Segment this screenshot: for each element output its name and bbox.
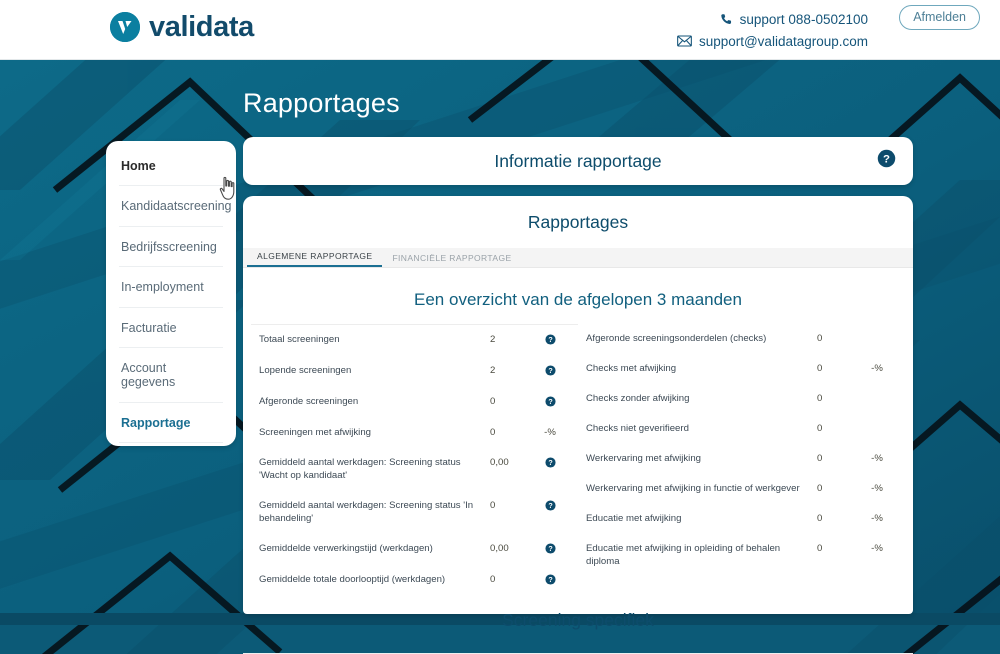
stat-row [584, 384, 899, 414]
svg-text:?: ? [547, 398, 553, 407]
stat-percentage: -% [871, 482, 883, 494]
svg-text:?: ? [547, 575, 553, 584]
stat-value: 0,00 [490, 542, 509, 554]
stat-value: 0 [490, 427, 496, 438]
envelope-icon [677, 35, 692, 47]
sidebar-item-bedrijfsscreening[interactable]: Bedrijfsscreening [119, 227, 223, 267]
stat-label: Checks met afwijking [586, 362, 677, 374]
question-mark-circle-icon[interactable] [530, 334, 570, 348]
stat-label: Checks zonder afwijking [586, 392, 690, 404]
stat-label: Afgeronde screeningsonderdelen (checks) [586, 333, 767, 344]
stat-percentage: -% [871, 542, 883, 554]
header-contact-block [677, 8, 868, 52]
sidebar-item-home[interactable]: Home [119, 141, 223, 186]
stat-label: Screeningen met afwijking [259, 427, 371, 438]
report-tabs [243, 248, 913, 268]
support-email[interactable] [677, 30, 868, 52]
stat-row [257, 325, 572, 356]
phone-icon [720, 13, 733, 26]
top-header-bar [0, 0, 1000, 60]
question-mark-circle-icon[interactable] [530, 365, 570, 379]
question-mark-circle-icon[interactable] [530, 574, 570, 588]
stat-label: Gemiddelde totale doorlooptijd (werkdagen) [259, 573, 446, 585]
svg-text:?: ? [547, 458, 553, 467]
stat-label: Gemiddeld aantal werkdagen: Screening status 'Wacht op kandidaat' [259, 456, 461, 481]
sidebar-item-in-employment[interactable]: In-employment [119, 267, 223, 307]
stat-row [584, 354, 899, 384]
support-email-text: support@validatagroup.com [698, 33, 868, 49]
stat-row [584, 444, 899, 474]
stat-label: Educatie met afwijking [586, 512, 682, 524]
stat-label: Werkervaring met afwijking in functie of werkgever [586, 482, 800, 494]
stat-value: 0 [817, 482, 823, 494]
stat-value: 0 [817, 422, 823, 434]
question-mark-circle-icon[interactable] [877, 149, 896, 173]
stat-value: 0 [490, 396, 496, 407]
mouse-cursor [218, 176, 238, 207]
stats-column-right [578, 324, 905, 596]
svg-text:?: ? [883, 153, 890, 166]
stat-percentage: -% [871, 362, 883, 374]
svg-text:?: ? [547, 544, 553, 553]
stat-label: Gemiddeld aantal werkdagen: Screening status 'In behandeling' [259, 499, 474, 524]
stats-column-left [251, 324, 578, 596]
informatie-rapportage-card[interactable] [243, 137, 913, 185]
stat-label: Gemiddelde verwerkingstijd (werkdagen) [259, 542, 433, 554]
stat-row [257, 565, 572, 596]
report-card-title: Rapportages [527, 211, 629, 232]
stat-row [257, 534, 572, 565]
question-mark-circle-icon[interactable] [530, 500, 570, 514]
stat-percentage: -% [871, 512, 883, 524]
tab-algemene-rapportage[interactable]: ALGEMENE RAPPORTAGE [247, 251, 382, 267]
support-phone[interactable] [677, 8, 868, 30]
stat-row [257, 491, 572, 534]
stat-value: 2 [490, 365, 496, 376]
question-mark-circle-icon[interactable] [530, 396, 570, 410]
stat-label: Educatie met afwijking in opleiding of behalen diploma [586, 542, 781, 567]
brand-logo[interactable] [110, 12, 254, 42]
overview-title: Een overzicht van de afgelopen 3 maanden [414, 290, 742, 309]
stat-row [257, 356, 572, 387]
stat-row [257, 418, 572, 448]
info-card-title: Informatie rapportage [494, 150, 662, 171]
logout-button[interactable]: Afmelden [899, 5, 980, 30]
stat-value: 0 [817, 392, 823, 404]
stat-row [257, 448, 572, 491]
question-mark-circle-icon[interactable] [530, 543, 570, 557]
svg-text:?: ? [547, 336, 553, 345]
stat-value: 0 [490, 573, 496, 585]
rapportages-card [243, 196, 913, 630]
question-mark-circle-icon[interactable] [530, 457, 570, 471]
validata-logo-icon [110, 12, 140, 42]
stat-percentage: -% [544, 427, 556, 438]
stat-value: 0,00 [490, 456, 509, 468]
sidebar-item-facturatie[interactable]: Facturatie [119, 308, 223, 348]
stat-row [257, 387, 572, 418]
sidebar-item-kandidaatscreening[interactable]: Kandidaatscreening [119, 186, 223, 226]
brand-name: validata [149, 11, 254, 43]
stat-label: Checks niet geverifieerd [586, 422, 689, 434]
stat-row [584, 414, 899, 444]
stat-label: Totaal screeningen [259, 334, 340, 345]
svg-text:?: ? [547, 501, 553, 510]
page-title: Rapportages [243, 88, 400, 118]
stat-row [584, 504, 899, 534]
stat-value: 0 [817, 542, 823, 554]
stat-label: Lopende screeningen [259, 365, 352, 376]
screening-specifiek-title[interactable]: Screening specifiek [243, 610, 913, 654]
stat-row [584, 324, 899, 354]
tab-financiele-rapportage[interactable]: FINANCIËLE RAPPORTAGE [392, 253, 512, 263]
sidebar-item-rapportage[interactable]: Rapportage [119, 403, 223, 443]
sidebar-item-account-gegevens[interactable]: Account gegevens [119, 348, 223, 403]
stats-grid [243, 324, 913, 596]
stat-value: 0 [817, 333, 823, 344]
sidebar-nav [106, 141, 236, 446]
stat-row [584, 534, 899, 577]
stat-value: 0 [817, 362, 823, 374]
stat-value: 2 [490, 334, 496, 345]
stat-label: Afgeronde screeningen [259, 396, 359, 407]
stat-value: 0 [817, 452, 823, 464]
stat-label: Werkervaring met afwijking [586, 452, 701, 464]
stat-row [584, 474, 899, 504]
stat-value: 0 [817, 512, 823, 524]
svg-text:?: ? [547, 367, 553, 376]
stat-value: 0 [490, 499, 496, 511]
support-phone-text: support 088-0502100 [739, 11, 868, 27]
stat-percentage: -% [871, 452, 883, 464]
